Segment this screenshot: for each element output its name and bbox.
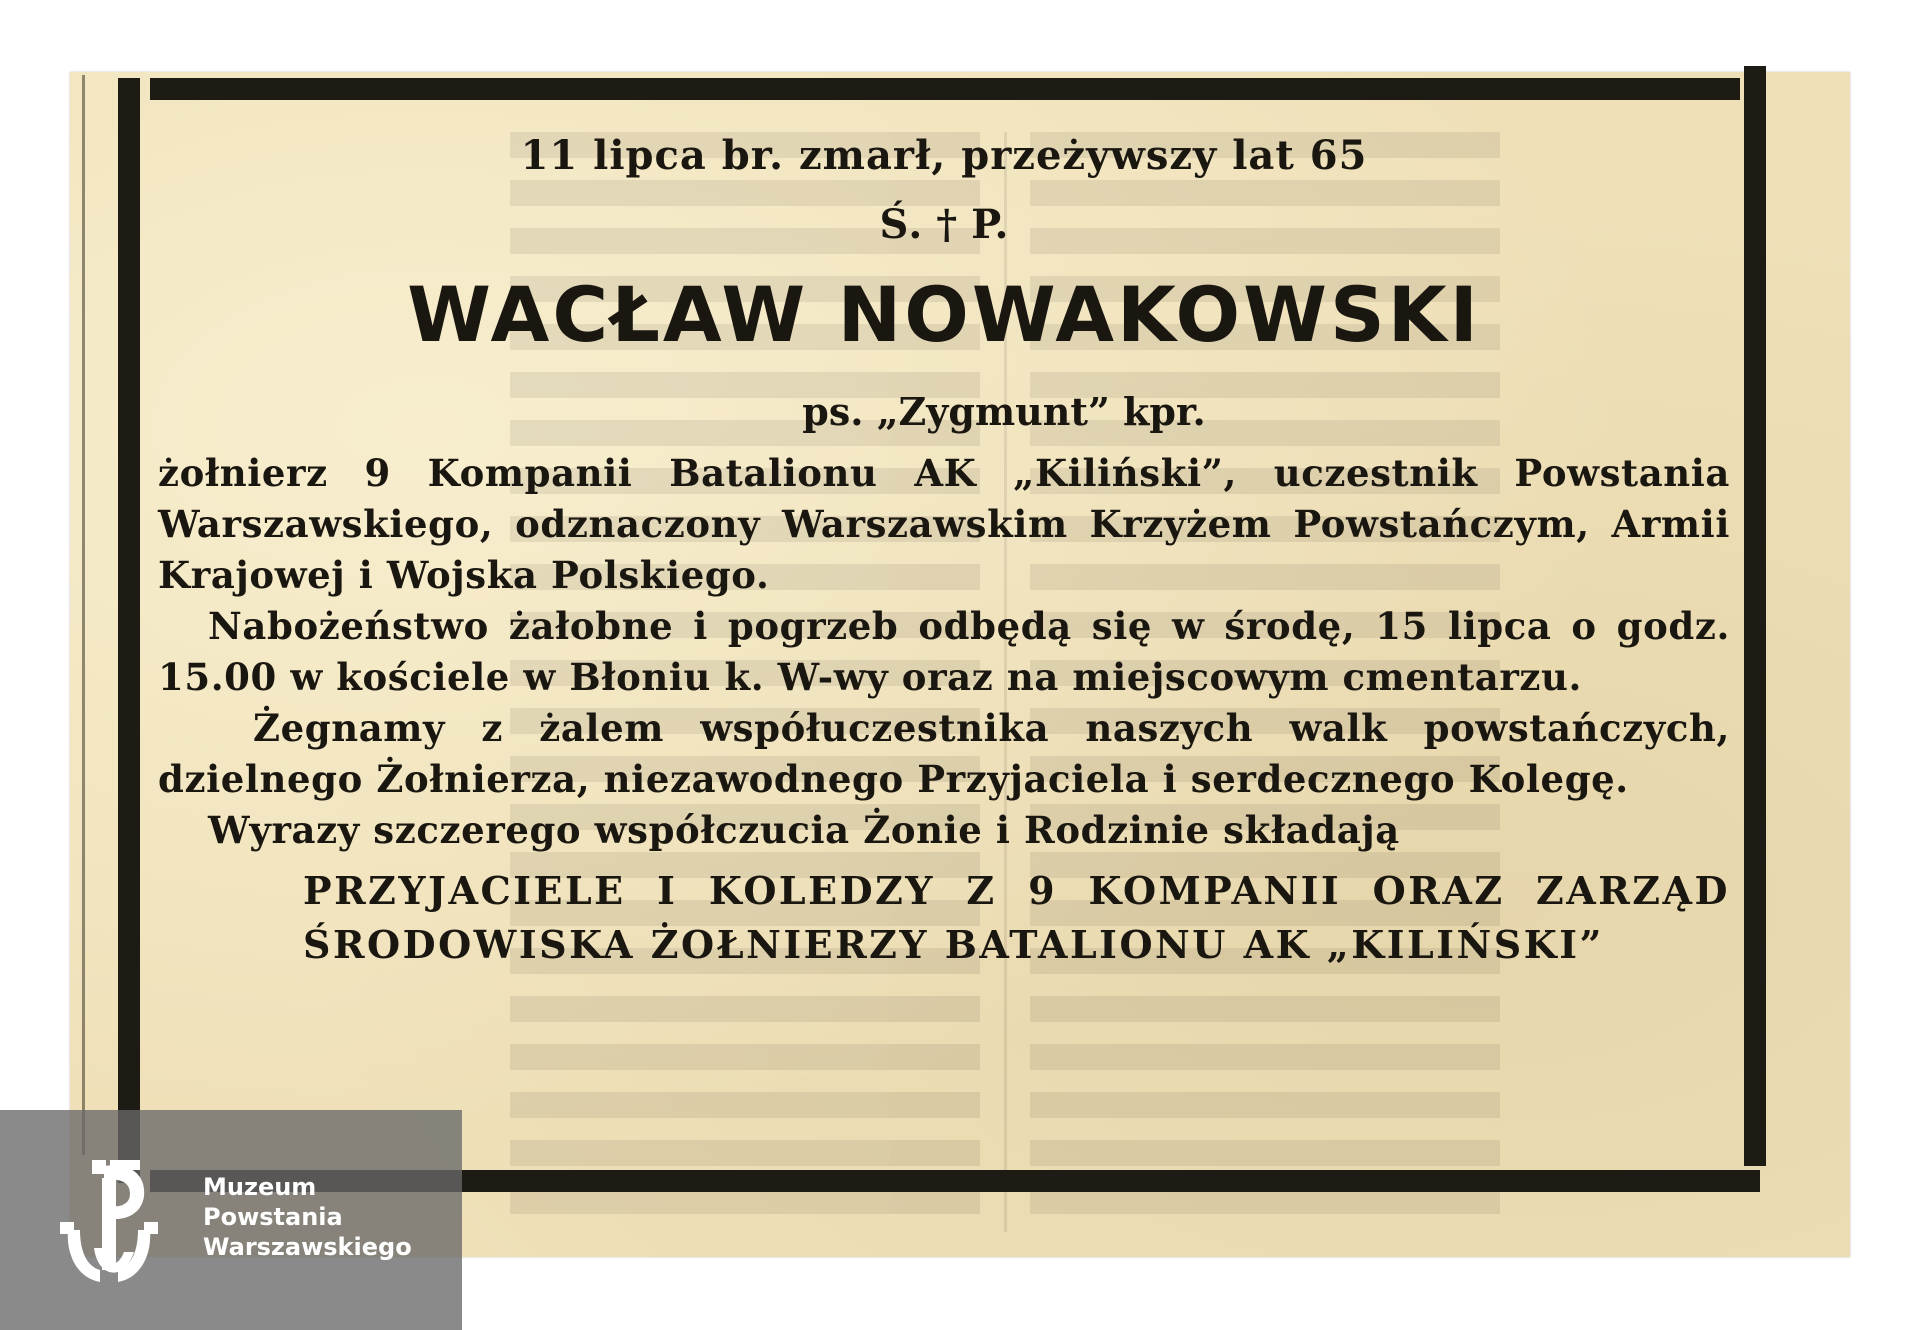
- kotwica-anchor-icon: [58, 1152, 178, 1292]
- museum-name-line2: Powstania: [203, 1203, 343, 1231]
- deceased-name: WACŁAW NOWAKOWSKI: [407, 270, 1481, 359]
- museum-watermark: [0, 1110, 462, 1330]
- museum-name: [203, 1172, 412, 1262]
- pseudonym-rank: ps. „Zygmunt” kpr.: [802, 389, 1206, 434]
- funeral-paragraph: Nabożeństwo żałobne i pogrzeb odbędą się w środę, 15 lipca o godz. 15.00 w kościele w Błoniu k. W-wy oraz na miejscowym cmentarzu.: [158, 604, 1730, 699]
- mourning-frame-left: [118, 78, 140, 1183]
- obituary-notice: [158, 110, 1730, 972]
- condolences-paragraph: Wyrazy szczerego współczucia Żonie i Rodzinie składają: [208, 808, 1400, 852]
- museum-name-line3: Warszawskiego: [203, 1233, 412, 1261]
- service-paragraph: żołnierz 9 Kompanii Batalionu AK „Kiliński”, uczestnik Powstania Warszawskiego, odznaczony Warszawskim Krzyżem Powstańczym, Armii Krajowej i Wojska Polskiego.: [158, 451, 1730, 597]
- frame-outer-thin-line: [82, 75, 85, 1155]
- museum-name-line1: Muzeum: [203, 1173, 317, 1201]
- farewell-paragraph: Żegnamy z żalem współuczestnika naszych walk powstańczych, dzielnego Żołnierza, niezawodnego Przyjaciela i serdecznego Kolegę.: [158, 706, 1730, 801]
- honorific-line: Ś. † P.: [879, 201, 1009, 248]
- death-date-line: 11 lipca br. zmarł, przeżywszy lat 65: [520, 132, 1368, 179]
- mourning-frame-right: [1744, 66, 1766, 1166]
- mourning-frame-top: [150, 78, 1740, 100]
- signatories-block: PRZYJACIELE I KOLEDZY Z 9 KOMPANII ORAZ ZARZĄD ŚRODOWISKA ŻOŁNIERZY BATALIONU AK „KILIŃSKI”: [303, 868, 1730, 967]
